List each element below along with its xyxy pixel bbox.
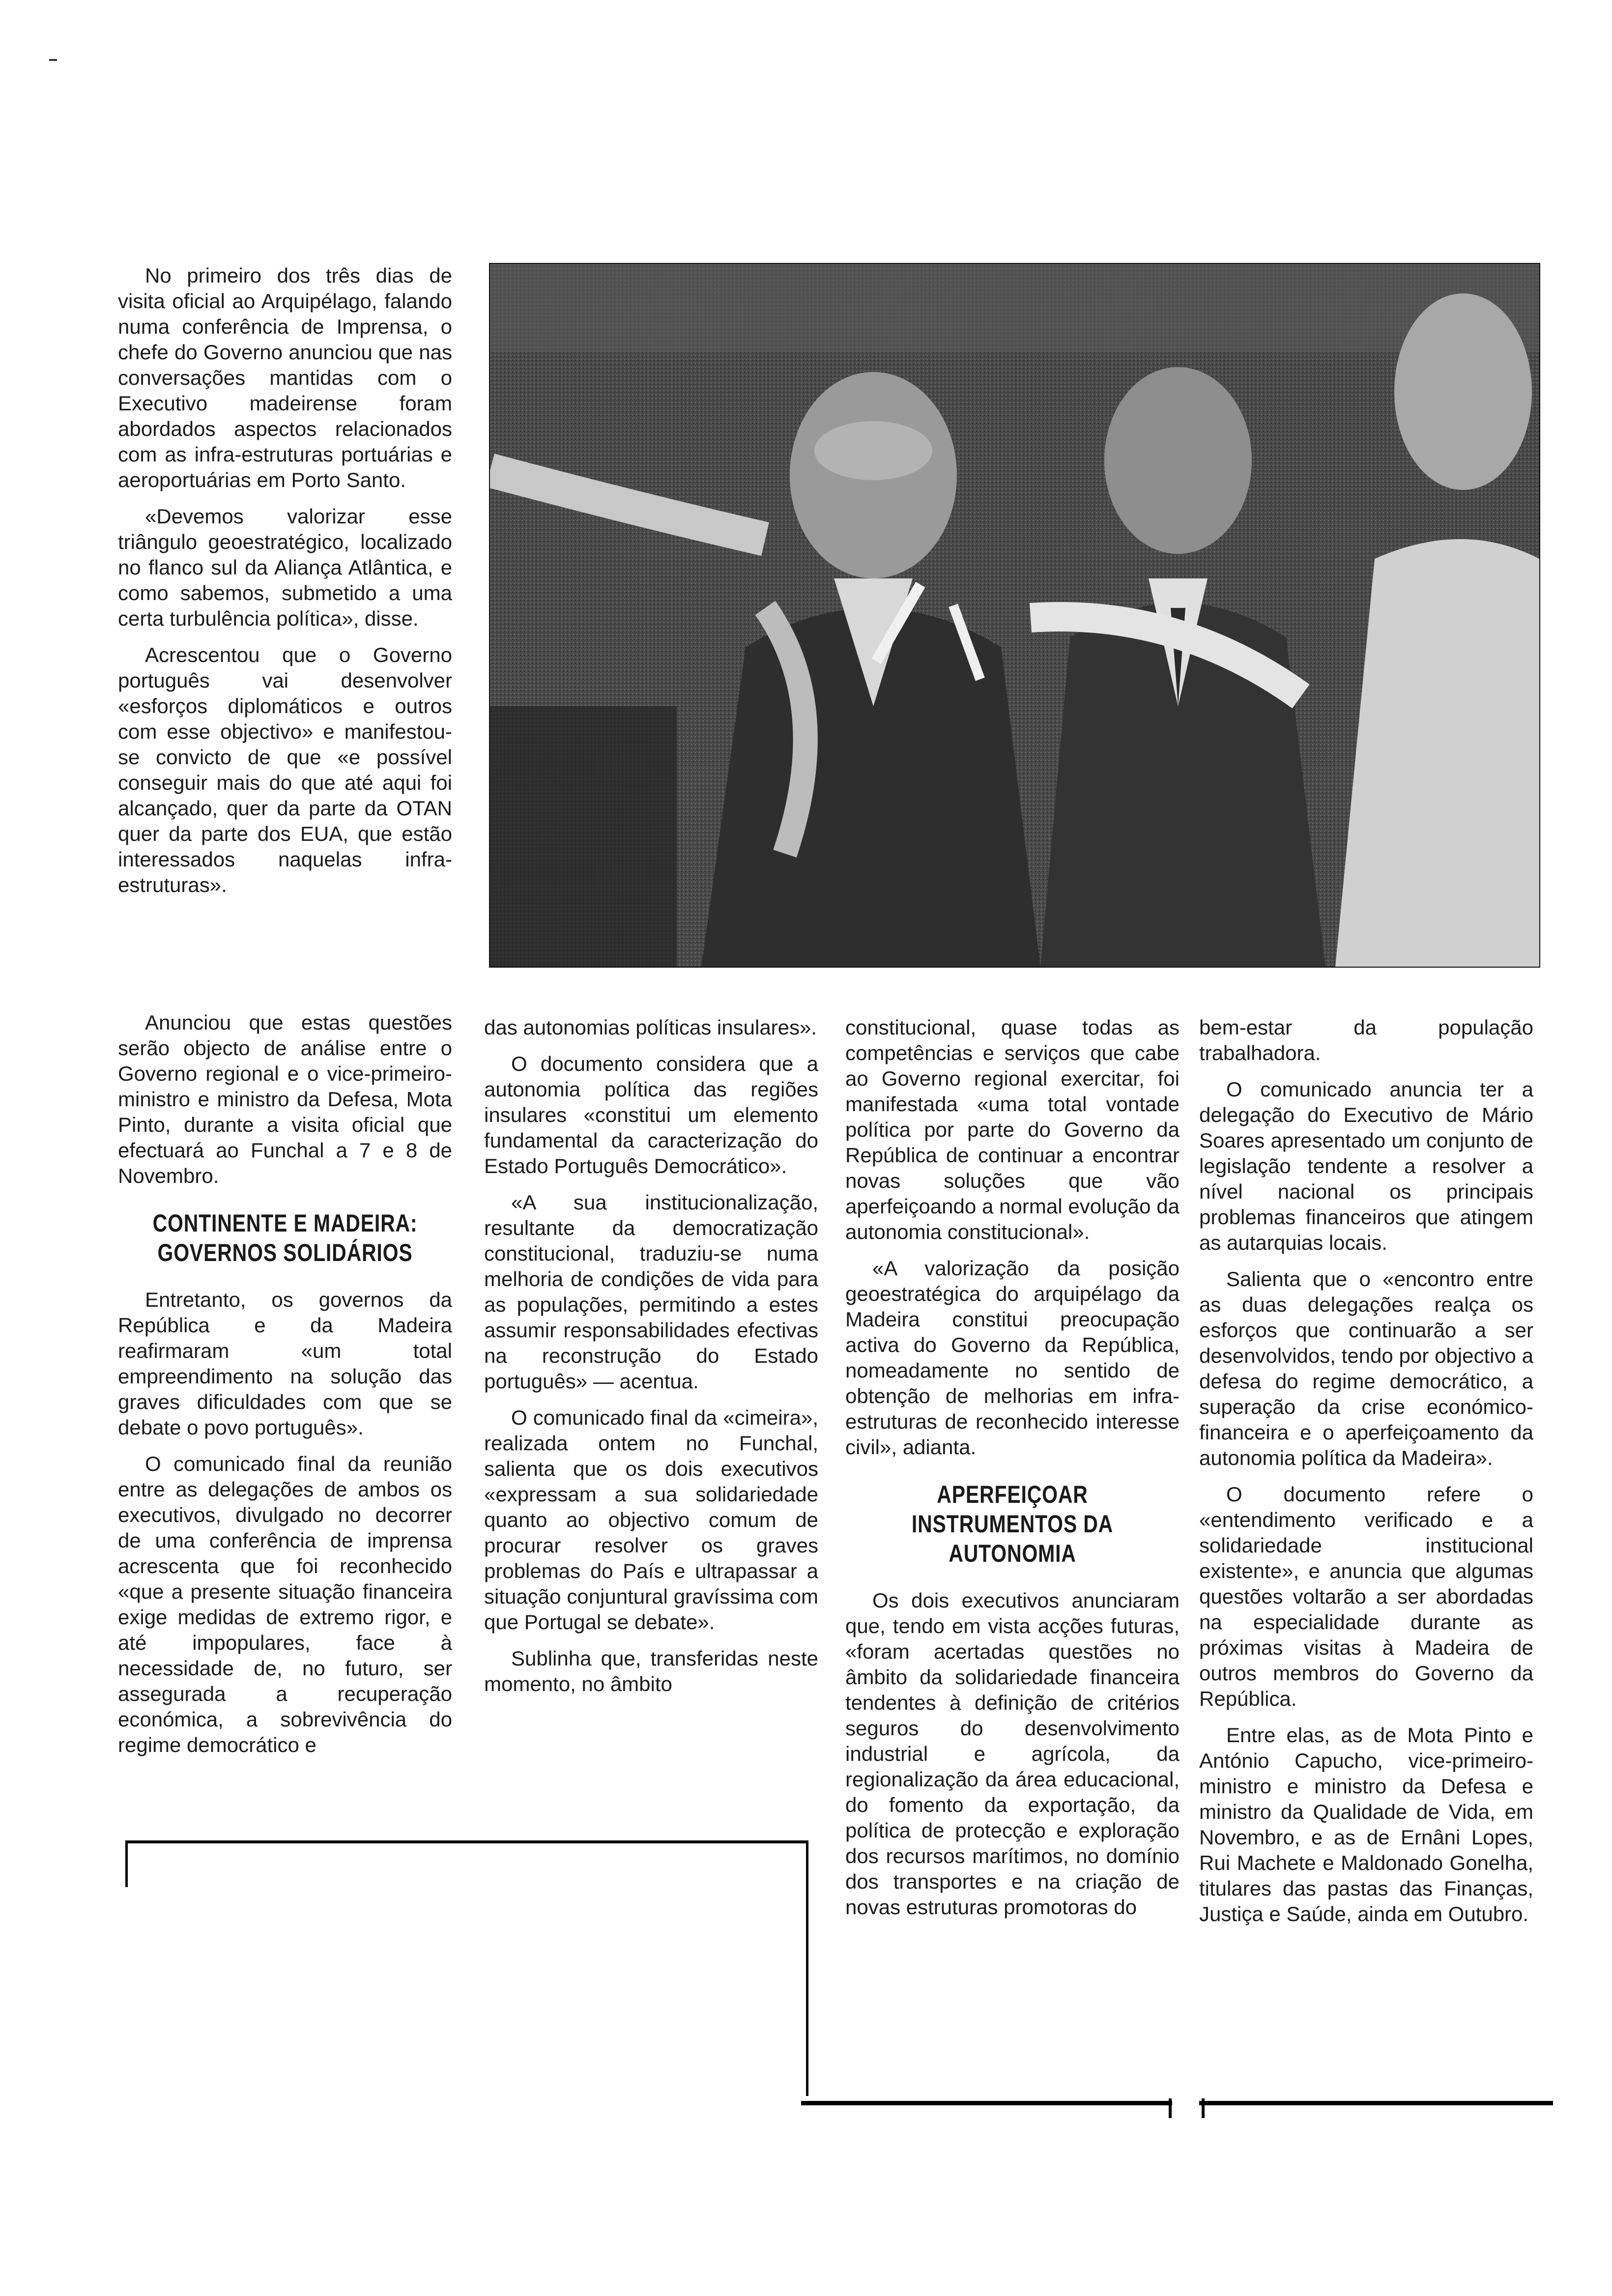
paragraph: «Devemos valorizar esse triângulo geoestratégico, localizado no flanco sul da Aliança Atlântica, e como sabemos, submetido a uma certa turbulência política», disse. [118,505,452,630]
section-heading: APERFEIÇOAR INSTRUMENTOS DA AUTONOMIA [911,1481,1114,1567]
paragraph: O comunicado anuncia ter a delegação do Executivo de Mário Soares apresentado um conjunto de legislação tendente a resolver a nível nacional os principais problemas financeiros que atingem as autarquias locais. [1199,1078,1533,1254]
column-3 [845,1015,1180,1931]
bottom-rule-right [1199,2101,1553,2105]
paragraph: O documento considera que a autonomia política das regiões insulares «constitui um elemento fundamental da caracterização do Estado Português Democrático». [484,1052,818,1177]
paragraph: das autonomias políticas insulares». [484,1016,817,1039]
paragraph: Acrescentou que o Governo português vai desenvolver «esforços diplomáticos e outros com esse objectivo» e manifestou-se convicto de que «e possível conseguir mais do que até aqui foi alcançado, quer da parte da OTAN quer da parte dos EUA, que estão interessados naquelas infra-estruturas». [118,643,452,896]
box-rule-left [125,1840,128,1887]
paragraph: Salienta que o «encontro entre as duas delegações realça os esforços que continuarão a ser desenvolvidos, tendo por objectivo a defesa do regime democrático, a superação da crise económico-financeira e o aperfeiçoamento da autonomia política da Madeira». [1199,1267,1533,1469]
paragraph: Os dois executivos anunciaram que, tendo em vista acções futuras, «foram acertadas questões no âmbito da solidariedade financeira tendentes à definição de critérios seguros do desenvolvimento industrial e agrícola, da regionalização da área educacional, do fomento da exportação, da política de protecção e exploração dos recursos marítimos, no domínio dos transportes e na criação de novas estruturas promotoras do [845,1589,1180,1919]
paragraph: constitucional, quase todas as competências e serviços que cabe ao Governo regional exercitar, foi manifestada «uma total vontade política por parte do Governo da República de continuar a encontrar novas soluções que vão aperfeiçoando a normal evolução da autonomia constitucional». [845,1016,1180,1243]
paragraph: «A sua institucionalização, resultante da democratização constitucional, traduziu-se numa melhoria de condições de vida para as populações, permitindo a estes assumir responsabilidades efectivas na reconstrução do Estado português» — acentua. [484,1191,818,1393]
paragraph: No primeiro dos três dias de visita oficial ao Arquipélago, falando numa conferência de Imprensa, o chefe do Governo anunciou que nas conversações mantidas com o Executivo madeirense foram abordados aspectos relacionados com as infra-estruturas portuárias e aeroportuárias em Porto Santo. [118,264,452,491]
paragraph: O comunicado final da reunião entre as delegações de ambos os executivos, divulgado no decorrer de uma conferência de imprensa acrescenta que foi reconhecido «que a presente situação financeira exige medidas de extremo rigor, e até impopulares, face à necessidade de, no futuro, ser assegurada a recuperação económica, a sobrevivência do regime democrático e [118,1452,452,1756]
box-rule-right [806,1840,808,2096]
paragraph: Entretanto, os governos da República e da Madeira reafirmaram «um total empreendimento na solução das graves dificuldades com que se debate o povo português». [118,1288,452,1439]
corner-mark [49,59,57,61]
box-rule-top [125,1840,808,1843]
news-photo [489,263,1540,968]
section-heading: CONTINENTE E MADEIRA: GOVERNOS SOLIDÁRIOS [152,1209,418,1266]
paragraph: bem-estar da população trabalhadora. [1199,1016,1533,1064]
photo-icon [490,264,1539,967]
paragraph: Anunciou que estas questões serão objecto de análise entre o Governo regional e o vice-primeiro-ministro e ministro da Defesa, Mota Pinto, durante a visita oficial que efectuará ao Funchal a 7 e 8 de Novembro. [118,1011,452,1187]
column-1 [118,263,452,909]
paragraph: Sublinha que, transferidas neste momento, no âmbito [484,1647,818,1695]
column-4 [1199,1015,1533,1938]
paragraph: Entre elas, as de Mota Pinto e António Capucho, vice-primeiro-ministro e ministro da Defesa e ministro da Qualidade de Vida, em Novembro, e as de Ernâni Lopes, Rui Machete e Maldonado Gonelha, titulares das pastas das Finanças, Justiça e Saúde, ainda em Outubro. [1199,1723,1533,1925]
column-rule [1202,2098,1205,2118]
paragraph: O documento refere o «entendimento verificado e a solidariedade institucional existente», e anuncia que algumas questões voltarão a ser abordadas na especialidade durante as próximas visitas à Madeira de outros membros do Governo da República. [1199,1483,1533,1710]
bottom-rule-left [801,2101,1172,2105]
column-2 [484,1015,818,1708]
column-rule [1169,2098,1172,2118]
paragraph: «A valorização da posição geoestratégica do arquipélago da Madeira constitui preocupação activa do Governo da República, nomeadamente no sentido de obtenção de melhorias em infra-estruturas de reconhecido interesse civil», adianta. [845,1257,1180,1459]
column-1-lower [118,1010,452,1769]
paragraph: O comunicado final da «cimeira», realizada ontem no Funchal, salienta que os dois executivos «expressam a sua solidariedade quanto ao objectivo comum de procurar resolver os graves problemas do País e ultrapassar a situação conjuntural gravíssima com que Portugal se debate». [484,1406,818,1634]
